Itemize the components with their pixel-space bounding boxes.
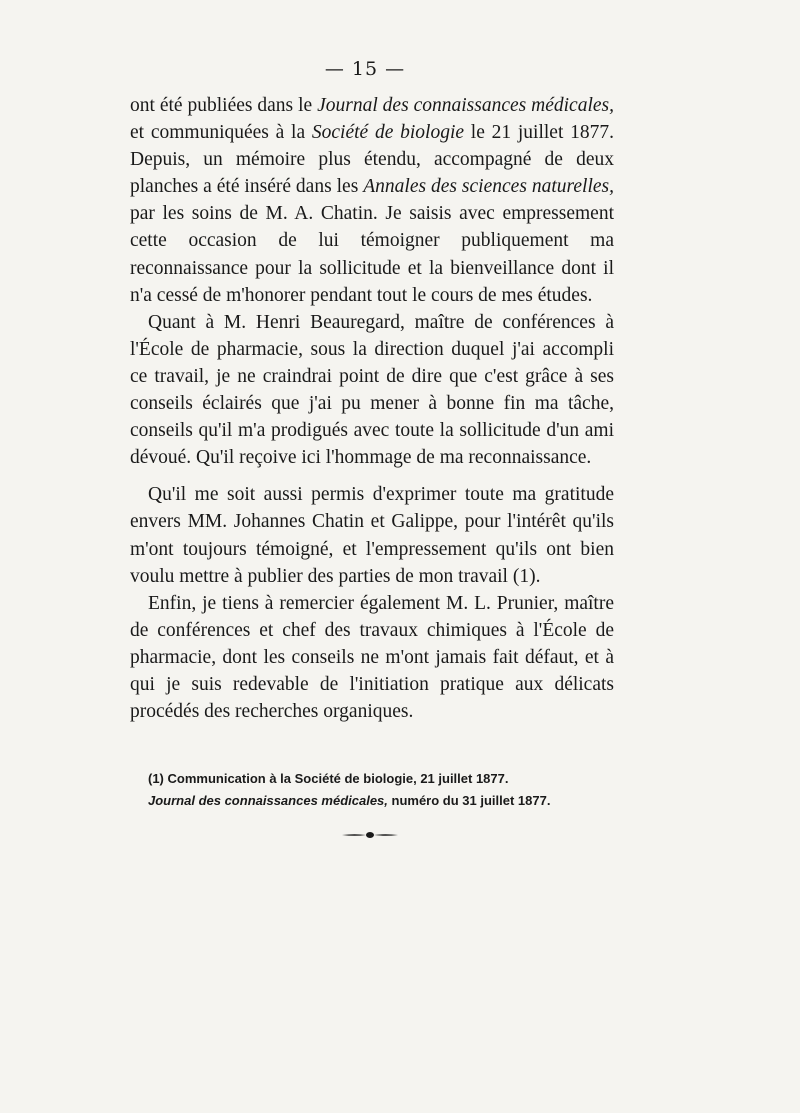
text-segment: Enfin, je tiens à remercier également M. L. Prunier, maître de conférences et chef des travaux chimiques à l'École de pharmacie, dont les conseils ne m'ont jamais fait défaut, et à qui je suis redevable de l'initiation pratique aux délicats procédés des recherches organiques. <box>130 592 614 723</box>
text-segment: Quant à M. Henri Beauregard, maître de conférences à l'École de pharmacie, sous la direction duquel j'ai accompli ce travail, je ne craindrai point de dire que c'est grâce à ses conseils éclairés que j'ai pu mener à bonne fin ma tâche, conseils qu'il m'a prodigués avec toute la sollicitude d'un ami dévoué. Qu'il reçoive ici l'hommage de ma reconnaissance. <box>130 311 614 469</box>
paragraph-2 <box>130 309 614 472</box>
footnote-text: numéro du 31 juillet 1877. <box>387 793 551 808</box>
journal-title: Journal des connaissances médicales, <box>317 95 614 116</box>
footnote-text: (1) Communication à la Société de biologie, 21 juillet 1877. <box>148 771 509 786</box>
paragraph-4 <box>130 590 614 725</box>
text-segment: le 21 juillet 1877. Depuis, un mémoire plus étendu, accompagné de deux planches a été inséré dans les <box>130 122 614 198</box>
ornament-divider-icon <box>340 829 400 841</box>
text-segment: par les soins de M. A. Chatin. Je saisis avec empressement cette occasion de lui témoigner publiquement ma reconnaissance pour la sollicitude et la bienveillance dont il n'a cessé de m'honorer pendant tout le cours de mes études. <box>130 203 614 306</box>
footnote-journal-title: Journal des connaissances médicales, <box>148 793 388 808</box>
footnote-2 <box>148 790 578 812</box>
text-segment: Qu'il me soit aussi permis d'exprimer toute ma gratitude envers MM. Johannes Chatin et Galippe, pour l'intérêt qu'ils m'ont toujours témoigné, et l'empressement qu'ils ont bien voulu mettre à publier des parties de mon travail (1). <box>130 484 614 587</box>
paragraph-1 <box>130 92 614 309</box>
annales-title: Annales des sciences naturelles, <box>363 176 614 198</box>
paragraph-3 <box>130 481 614 589</box>
society-name: Société de biologie <box>311 122 465 144</box>
text-segment: ont été publiées dans le <box>130 95 318 116</box>
footnote-1 <box>148 768 578 790</box>
text-segment: et communiquées à la <box>130 122 312 144</box>
body-text <box>130 92 614 725</box>
footnotes <box>148 768 578 812</box>
page-number: — 15 — <box>324 58 406 80</box>
